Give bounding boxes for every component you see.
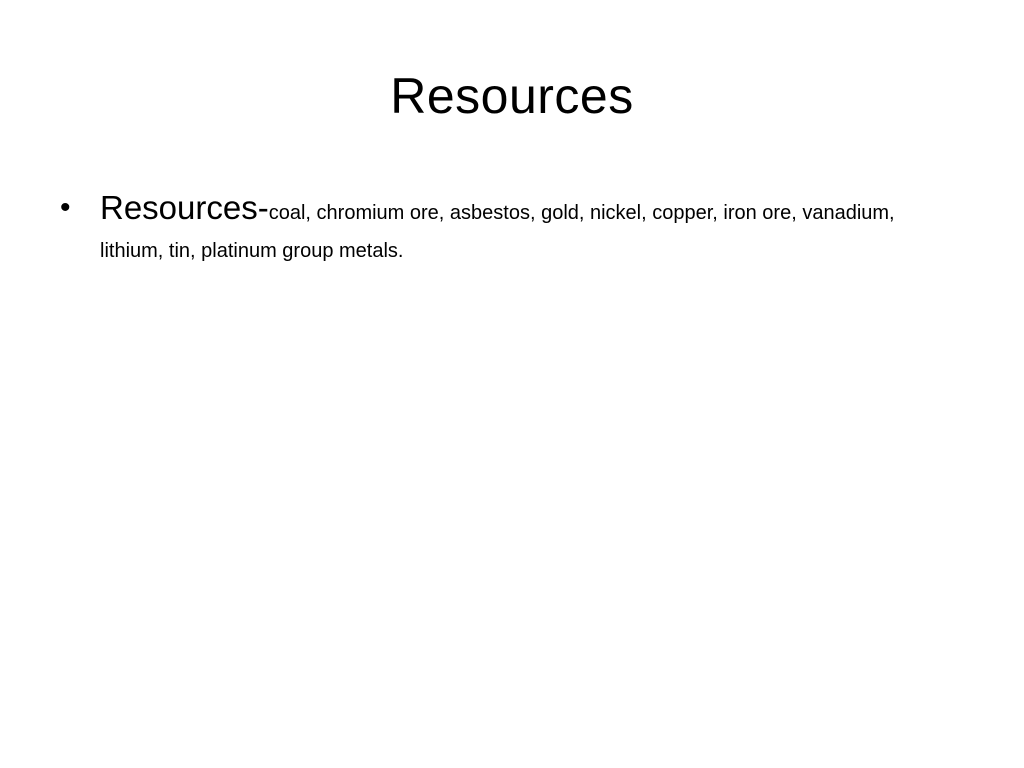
bullet-item [60, 188, 940, 271]
slide-title: Resources [390, 68, 634, 124]
bullet-list [60, 188, 940, 271]
bullet-body-text: coal, chromium ore, asbestos, gold, nickel, copper, iron ore, vanadium, lithium, tin, platinum group metals. [100, 202, 895, 262]
bullet-lead-text: Resources- [100, 189, 269, 226]
bullet-marker: • [60, 191, 71, 224]
